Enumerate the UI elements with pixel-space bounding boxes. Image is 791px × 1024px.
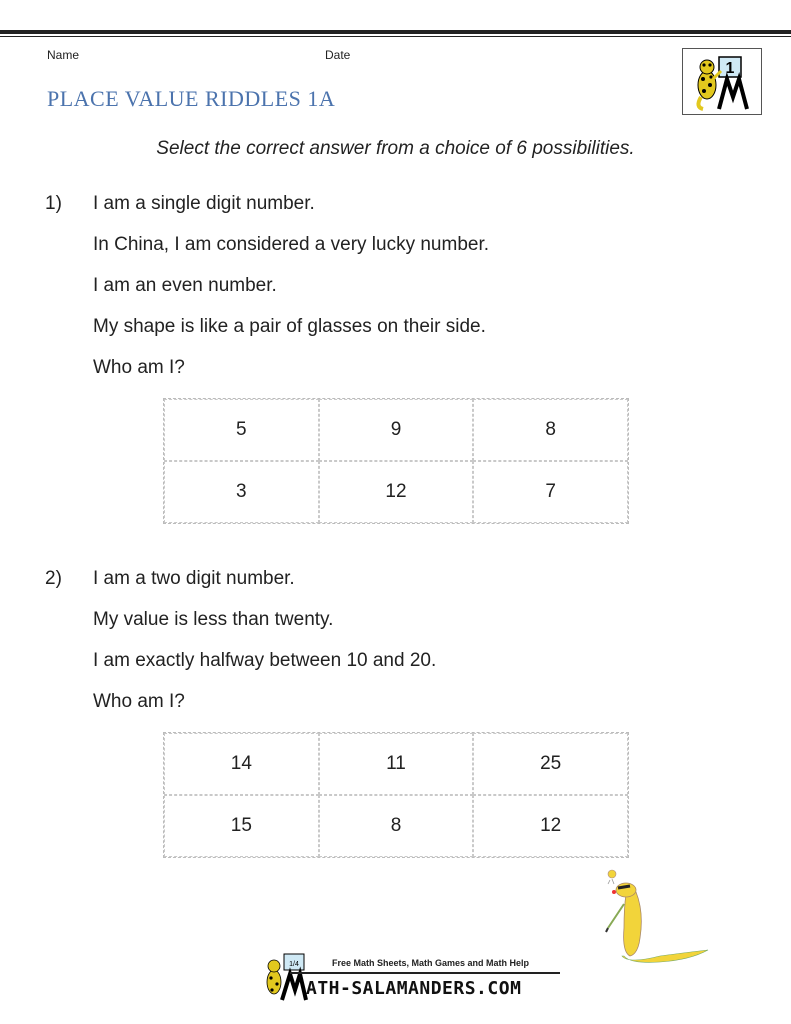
header-rule-thick: [0, 30, 791, 34]
question-2-answer-grid: [163, 732, 629, 858]
footer-rule: [290, 972, 560, 974]
footer-brand-link[interactable]: ATH-SALAMANDERS.COM: [306, 978, 522, 999]
name-label: Name: [47, 48, 80, 62]
footer-logo-icon: [258, 952, 308, 1002]
q1-option-6[interactable]: 7: [473, 461, 628, 523]
question-2-line-2: My value is less than twenty.: [93, 609, 334, 630]
question-1-line-4: My shape is like a pair of glasses on their side.: [93, 316, 486, 337]
question-2-line-4: Who am I?: [93, 691, 185, 712]
question-1-line-5: Who am I?: [93, 357, 185, 378]
question-1-line-3: I am an even number.: [93, 275, 277, 296]
question-1-number: 1): [45, 193, 62, 214]
q2-option-6[interactable]: 12: [473, 795, 628, 857]
q1-option-2[interactable]: 9: [319, 399, 474, 461]
question-1-answer-grid: [163, 398, 629, 524]
grade-badge-number: 1: [725, 60, 735, 77]
footer-tagline: Free Math Sheets, Math Games and Math Help: [332, 958, 530, 968]
q1-option-3[interactable]: 8: [473, 399, 628, 461]
q2-option-5[interactable]: 8: [319, 795, 474, 857]
weasel-mascot-icon: [600, 868, 712, 964]
q1-option-1[interactable]: 5: [164, 399, 319, 461]
page-title: PLACE VALUE RIDDLES 1A: [47, 86, 336, 111]
grade-logo: [682, 48, 762, 115]
question-2-line-1: I am a two digit number.: [93, 568, 295, 589]
question-2-line-3: I am exactly halfway between 10 and 20.: [93, 650, 437, 671]
date-label: Date: [325, 48, 351, 62]
q2-option-4[interactable]: 15: [164, 795, 319, 857]
question-2-number: 2): [45, 568, 62, 589]
instructions-text: Select the correct answer from a choice of 6 possibilities.: [156, 138, 635, 159]
header-rule-thin: [0, 36, 791, 37]
q1-option-5[interactable]: 12: [319, 461, 474, 523]
salamander-logo-icon: [683, 49, 761, 114]
q1-option-4[interactable]: 3: [164, 461, 319, 523]
q2-option-2[interactable]: 11: [319, 733, 474, 795]
question-1-line-1: I am a single digit number.: [93, 193, 315, 214]
q2-option-3[interactable]: 25: [473, 733, 628, 795]
q2-option-1[interactable]: 14: [164, 733, 319, 795]
footer-badge-text: 1/4: [289, 961, 299, 968]
question-1-line-2: In China, I am considered a very lucky number.: [93, 234, 490, 255]
